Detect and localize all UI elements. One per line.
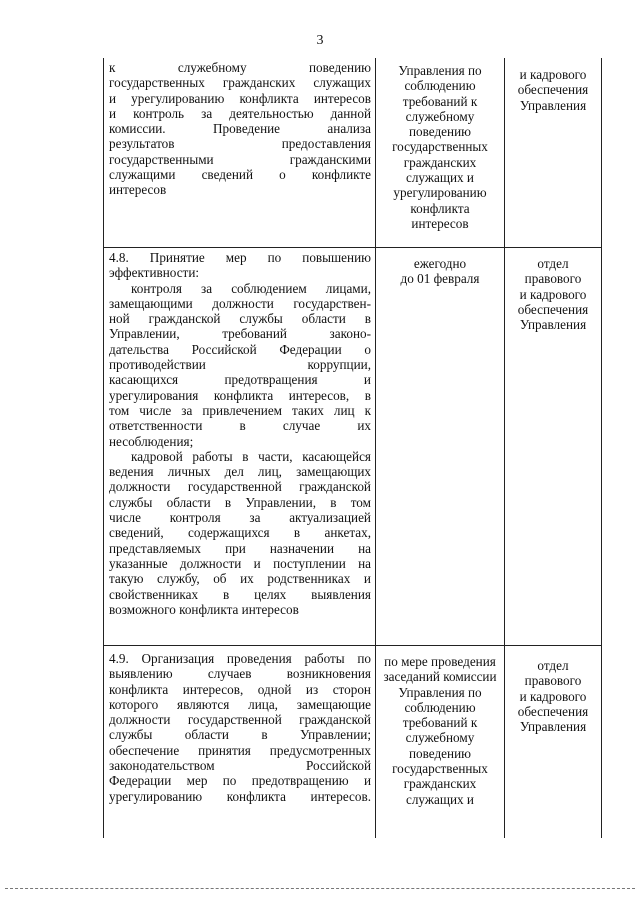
measure-line: государственными гражданскими bbox=[109, 151, 371, 167]
deadline-line: служащих и bbox=[406, 791, 474, 807]
deadline-line: по мере проведения bbox=[384, 654, 496, 669]
responsible-line: и кадрового bbox=[519, 67, 587, 82]
deadline-line: Управления по bbox=[398, 684, 482, 700]
deadline-line: служебному bbox=[405, 730, 475, 746]
row-border-1 bbox=[103, 247, 602, 248]
responsible-line: обеспечения bbox=[517, 301, 589, 317]
measure-line: противодействии коррупции, bbox=[109, 357, 371, 373]
responsible-line: Управления bbox=[519, 97, 587, 113]
measure-line: служащими сведений о конфликте bbox=[109, 167, 371, 183]
measure-line: числе контроля за актуализацией bbox=[109, 510, 371, 526]
measure-line: службы области в Управлении; bbox=[109, 727, 371, 743]
responsible-line: обеспечения bbox=[517, 703, 589, 719]
row-4-9-responsible-cell bbox=[507, 658, 599, 734]
deadline-line: служебному bbox=[405, 108, 475, 124]
measure-line: и контроль за деятельностью данной bbox=[109, 105, 371, 121]
measure-line: том числе за привлечением таких лиц к bbox=[109, 402, 371, 418]
responsible-line: Управления bbox=[519, 719, 587, 735]
measure-line: 4.8. Принятие мер по повышению bbox=[109, 250, 371, 265]
deadline-line: Управления по bbox=[398, 63, 482, 78]
table-border-right bbox=[601, 58, 602, 838]
deadline-line: гражданских bbox=[403, 776, 477, 792]
measure-line: Федерации мер по предотвращению и bbox=[109, 773, 371, 789]
deadline-line: требований к bbox=[402, 93, 478, 109]
measure-line: урегулированию конфликта интересов. bbox=[109, 788, 371, 804]
row-4-8-responsible-cell bbox=[507, 256, 599, 332]
measure-line: ной гражданской службы области в bbox=[109, 311, 371, 327]
measure-line: выявлению случаев возникновения bbox=[109, 666, 371, 682]
deadline-line: соблюдению bbox=[404, 699, 476, 715]
deadline-line: поведению bbox=[408, 124, 471, 140]
row-4-9-deadline-cell bbox=[379, 654, 501, 807]
responsible-line: и кадрового bbox=[519, 688, 587, 704]
deadline-line: государственных bbox=[392, 761, 488, 777]
measure-line: конфликта интересов, одной из сторон bbox=[109, 681, 371, 697]
measure-line: к служебному поведению bbox=[109, 60, 371, 75]
measure-line: интересов bbox=[109, 182, 167, 198]
measure-line: комиссии. Проведение анализа bbox=[109, 121, 371, 137]
column-divider-1 bbox=[375, 58, 376, 838]
measure-line: такую службу, об их родственниках и bbox=[109, 571, 371, 587]
measure-line: контроля за соблюдением лицами, bbox=[131, 280, 371, 296]
deadline-line: соблюдению bbox=[404, 78, 476, 94]
measure-line: обеспечение принятия предусмотренных bbox=[109, 742, 371, 758]
measure-line: кадровой работы в части, касающейся bbox=[131, 448, 371, 464]
row-4-7-deadline-cell bbox=[379, 63, 501, 231]
measure-line: 4.9. Организация проведения работы по bbox=[109, 651, 371, 666]
measure-line: службы области в Управлении, в том bbox=[109, 494, 371, 510]
row-border-2 bbox=[103, 645, 602, 646]
deadline-line: гражданских bbox=[403, 154, 477, 170]
plan-table bbox=[103, 58, 602, 838]
measure-line: замещающими должности государствен- bbox=[109, 295, 371, 311]
responsible-line: и кадрового bbox=[519, 286, 587, 302]
measure-line: указанные должности и поступлении на bbox=[109, 555, 371, 571]
deadline-line: до 01 февраля bbox=[400, 271, 480, 287]
deadline-line: урегулированию bbox=[393, 185, 487, 201]
measure-line: ответственности в случае их bbox=[109, 418, 371, 434]
measure-line: результатов предоставления bbox=[109, 136, 371, 152]
measure-line: государственных гражданских служащих bbox=[109, 75, 371, 91]
row-4-8-measure-cell bbox=[109, 250, 371, 617]
responsible-line: отдел bbox=[537, 658, 569, 673]
deadline-line: государственных bbox=[392, 139, 488, 155]
deadline-line: заседаний комиссии bbox=[383, 669, 497, 685]
responsible-line: обеспечения bbox=[517, 82, 589, 98]
deadline-line: поведению bbox=[408, 745, 471, 761]
measure-line: законодательством Российской bbox=[109, 758, 371, 774]
measure-line: свойственниках в целях выявления bbox=[109, 586, 371, 602]
measure-line: ведения личных дел лиц, замещающих bbox=[109, 464, 371, 480]
measure-line: должности государственной гражданской bbox=[109, 479, 371, 495]
measure-line: урегулирования конфликта интересов, в bbox=[109, 387, 371, 403]
table-border-left bbox=[103, 58, 104, 838]
measure-line: дательства Российской Федерации о bbox=[109, 341, 371, 357]
column-divider-2 bbox=[504, 58, 505, 838]
measure-line: Управлении, требований законо- bbox=[109, 326, 371, 342]
deadline-line: ежегодно bbox=[413, 256, 467, 271]
row-4-7-responsible-cell bbox=[507, 67, 599, 113]
measure-line: и урегулированию конфликта интересов bbox=[109, 90, 371, 106]
measure-line: возможного конфликта интересов bbox=[109, 601, 299, 617]
row-4-9-measure-cell bbox=[109, 651, 371, 804]
scan-edge-line bbox=[5, 888, 635, 889]
measure-line: касающихся предотвращения и bbox=[109, 372, 371, 388]
responsible-line: отдел bbox=[537, 256, 569, 271]
responsible-line: правового bbox=[524, 271, 582, 287]
deadline-line: конфликта bbox=[410, 200, 470, 216]
measure-line: эффективности: bbox=[109, 265, 200, 281]
deadline-line: служащих и bbox=[406, 170, 474, 186]
measure-line: несоблюдения; bbox=[109, 433, 194, 449]
measure-line: сведений, содержащихся в анкетах, bbox=[109, 525, 371, 541]
measure-line: должности государственной гражданской bbox=[109, 712, 371, 728]
page-number: 3 bbox=[316, 33, 324, 48]
measure-line: представляемых при назначении на bbox=[109, 540, 371, 556]
row-4-8-deadline-cell bbox=[379, 256, 501, 287]
responsible-line: Управления bbox=[519, 317, 587, 333]
row-4-7-measure-cell bbox=[109, 60, 371, 198]
responsible-line: правового bbox=[524, 673, 582, 689]
measure-line: которого являются лица, замещающие bbox=[109, 696, 371, 712]
deadline-line: требований к bbox=[402, 715, 478, 731]
deadline-line: интересов bbox=[411, 215, 469, 231]
